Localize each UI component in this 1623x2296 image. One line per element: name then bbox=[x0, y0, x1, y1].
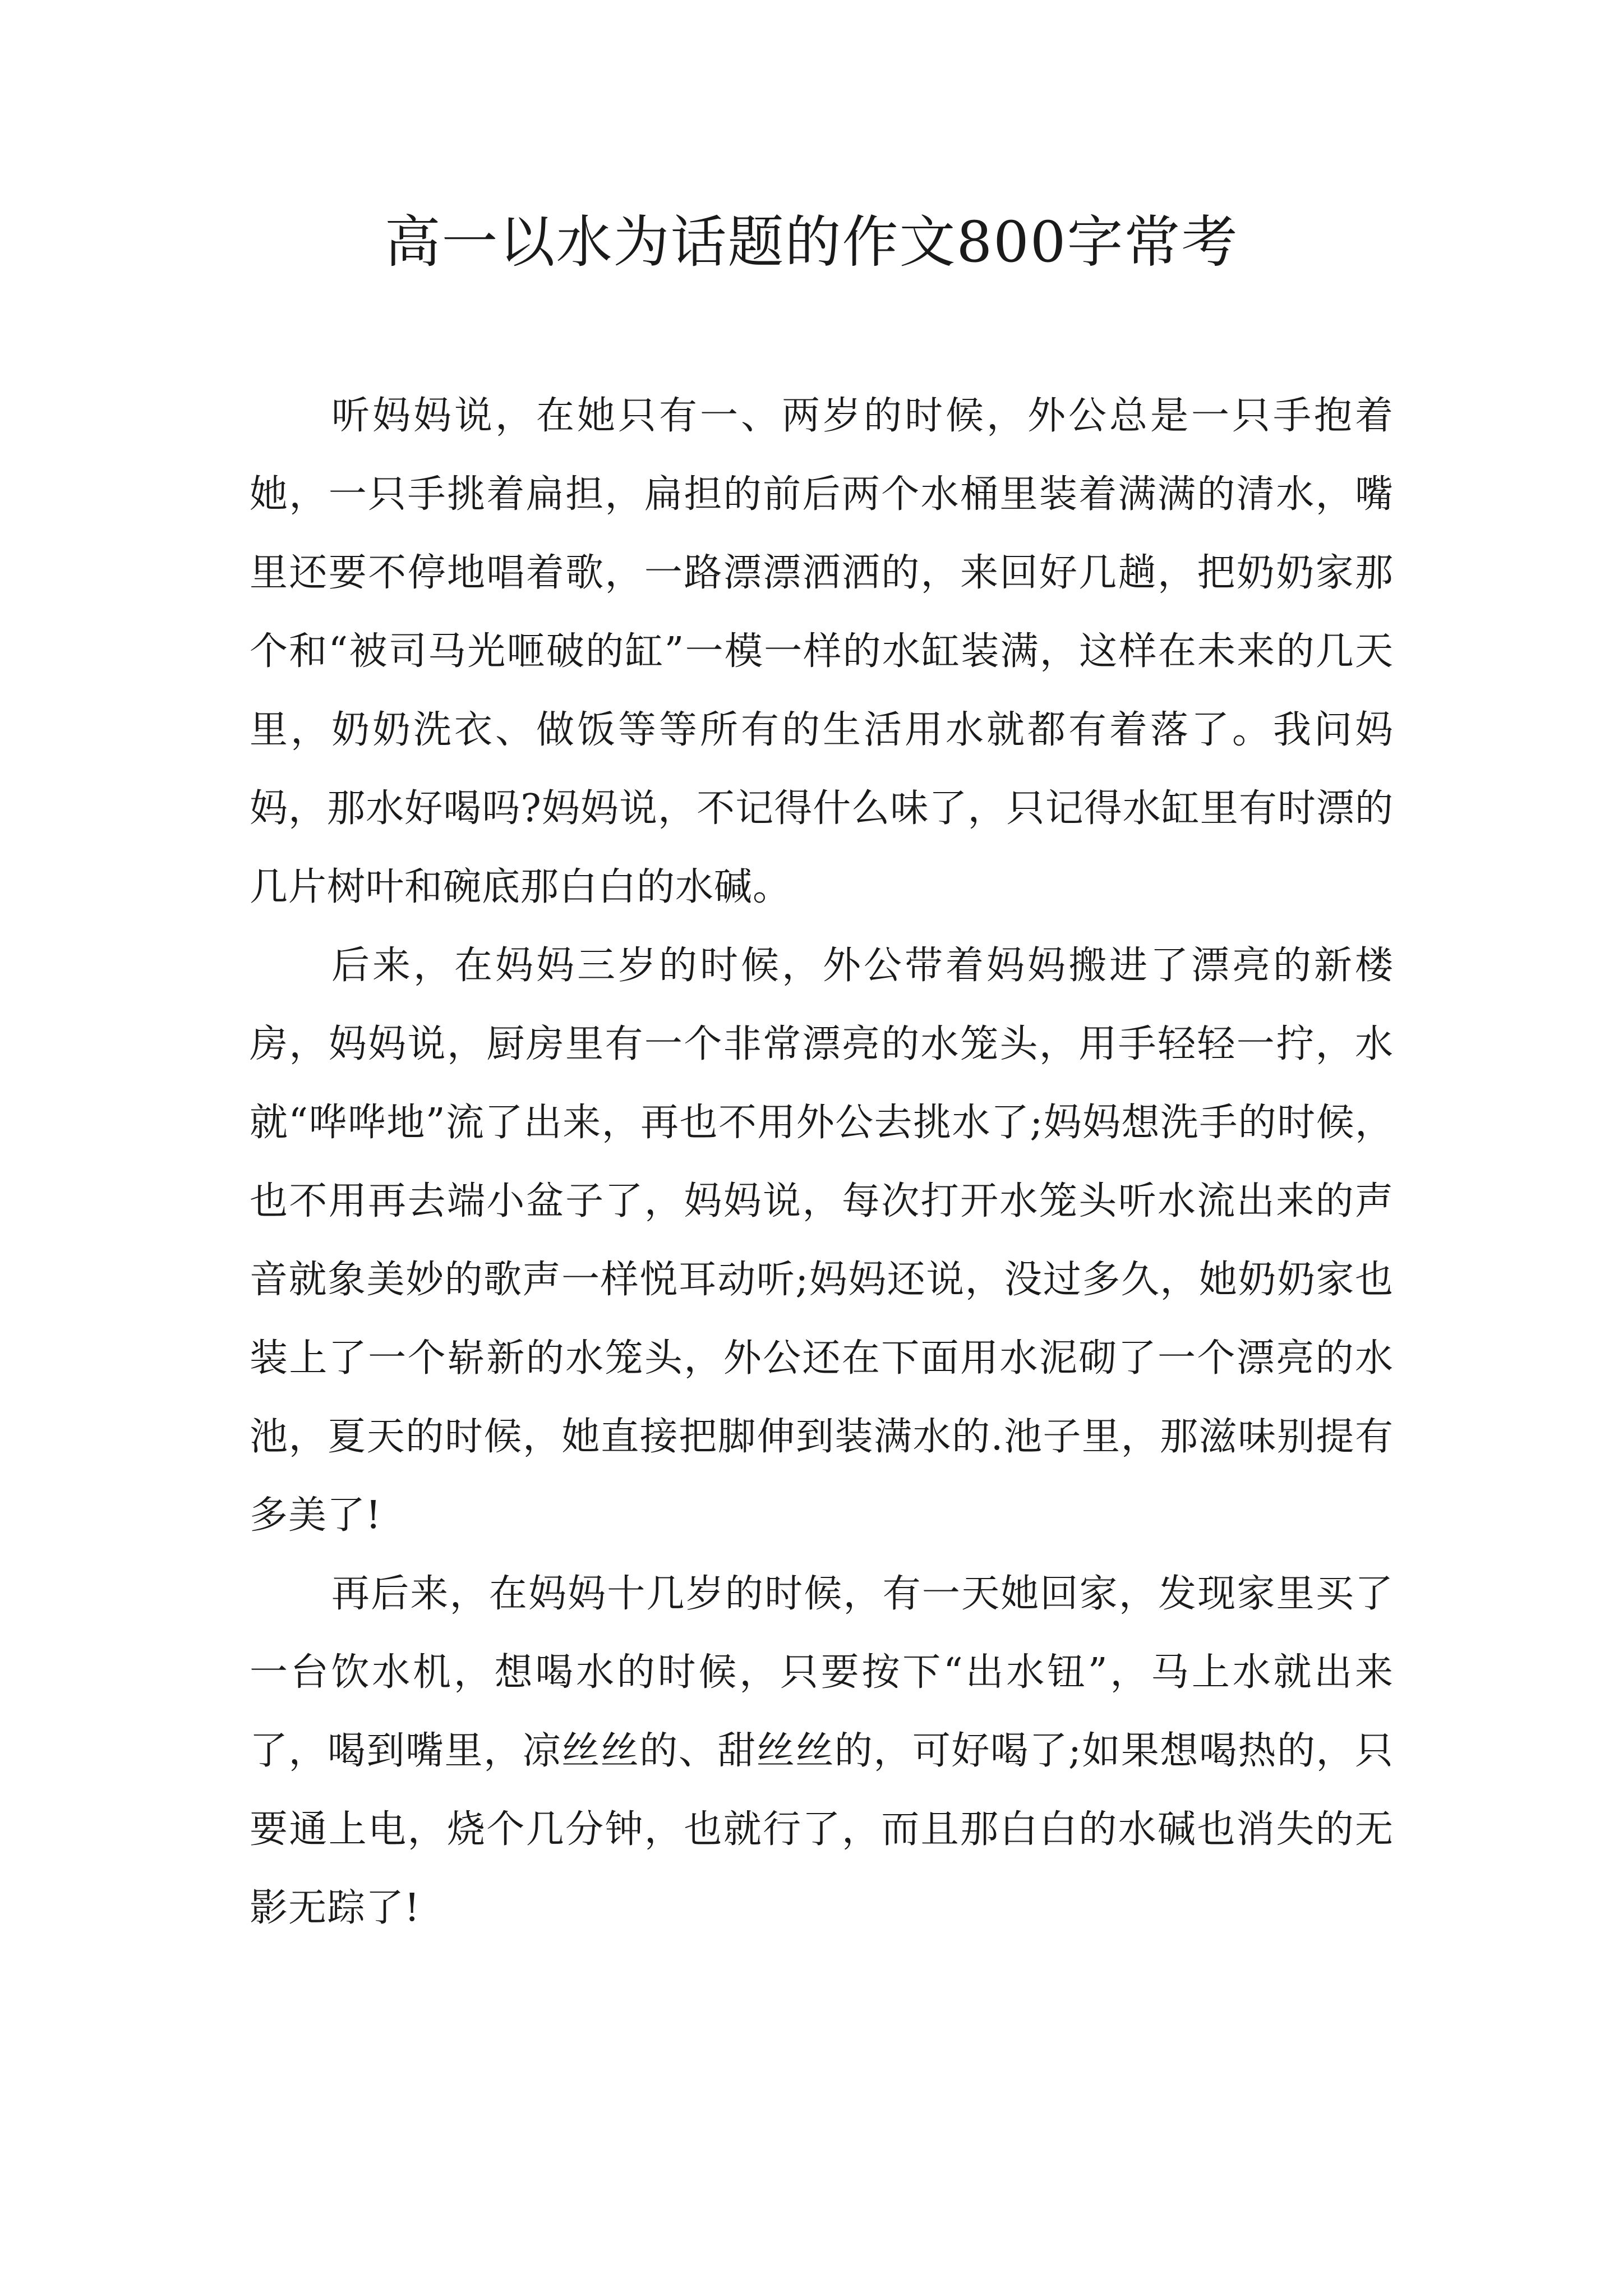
paragraph-3: 再后来，在妈妈十几岁的时候，有一天她回家，发现家里买了一台饮水机，想喝水的时候，只要按下“出水钮”，马上水就出来了，喝到嘴里，凉丝丝的、甜丝丝的，可好喝了;如果想喝热的，只要通上电，烧个几分钟，也就行了，而且那白白的水碱也消失的无影无踪了! bbox=[250, 1572, 1394, 1930]
paragraph-2: 后来，在妈妈三岁的时候，外公带着妈妈搬进了漂亮的新楼房，妈妈说，厨房里有一个非常漂亮的水笼头，用手轻轻一拧，水就“哗哗地”流了出来，再也不用外公去挑水了;妈妈想洗手的时候，也不用再去端小盆子了，妈妈说，每次打开水笼头听水流出来的声音就象美妙的歌声一样悦耳动听;妈妈还说，没过多久，她奶奶家也装上了一个崭新的水笼头，外公还在下面用水泥砌了一个漂亮的水池，夏天的时候，她直接把脚伸到装满水的.池子里，那滋味别提有多美了! bbox=[250, 944, 1394, 1538]
paragraph-1: 听妈妈说，在她只有一、两岁的时候，外公总是一只手抱着她，一只手挑着扁担，扁担的前后两个水桶里装着满满的清水，嘴里还要不停地唱着歌，一路漂漂洒洒的，来回好几趟，把奶奶家那个和“被司马光咂破的缸”一模一样的水缸装满，这样在未来的几天里，奶奶洗衣、做饭等等所有的生活用水就都有着落了。我问妈妈，那水好喝吗?妈妈说，不记得什么味了，只记得水缸里有时漂的几片树叶和碗底那白白的水碱。 bbox=[250, 394, 1394, 909]
document-body bbox=[250, 377, 1394, 1948]
document-title: 高一以水为话题的作文800字常考 bbox=[384, 209, 1239, 275]
